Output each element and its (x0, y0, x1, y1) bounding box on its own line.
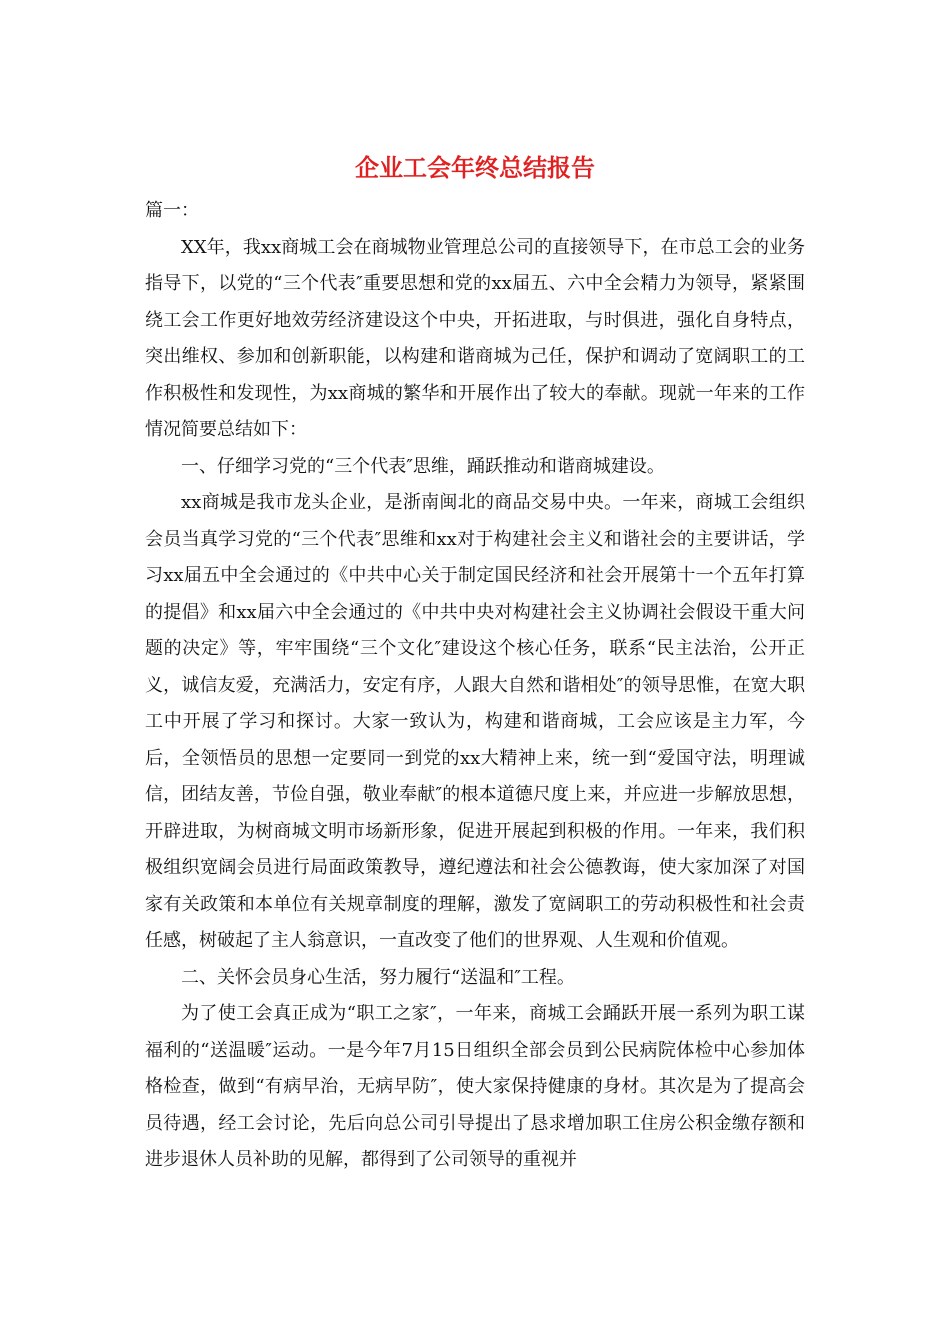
section-heading-2: 二、关怀会员身心生活，努力履行“送温和″工程。 (181, 966, 575, 988)
section-heading-1: 一、仔细学习党的“三个代表″思维，踊跃推动和谐商城建设。 (181, 455, 665, 477)
document-body (145, 193, 805, 1179)
section-label: 篇一： (145, 200, 199, 221)
paragraph-intro: XX年，我xx商城工会在商城物业管理总公司的直接领导下，在市总工会的业务指导下，以党的“三个代表″重要思想和党的xx届五、六中全会精力为领导，紧紧围绕工会工作更好地效劳经济建设这个中央，开拓进取，与时俱进，强化自身特点，突出维权、参加和创新职能，以构建和谐商城为己任，保护和调动了宽阔职工的工作积极性和发现性，为xx商城的繁华和开展作出了较大的奉献。现就一年来的工作情况简要总结如下： (145, 236, 805, 440)
paragraph-section-1: xx商城是我市龙头企业，是浙南闽北的商品交易中央。一年来，商城工会组织会员当真学习党的“三个代表″思维和xx对于构建社会主义和谐社会的主要讲话，学习xx届五中全会通过的《中共中心关于制定国民经济和社会开展第十一个五年打算的提倡》和xx届六中全会通过的《中共中央对构建社会主义协调社会假设干重大问题的决定》等，牢牢围绕“三个文化″建设这个核心任务，联系“民主法治，公开正义，诚信友爱，充满活力，安定有序，人跟大自然和谐相处″的领导思惟，在宽大职工中开展了学习和探讨。大家一致认为，构建和谐商城，工会应该是主力军，今后，全领悟员的思想一定要同一到党的xx大精神上来，统一到“爱国守法，明理诚信，团结友善，节俭自强，敬业奉献″的根本道德尺度上来，并应进一步解放思想，开辟进取，为树商城文明市场新形象，促进开展起到积极的作用。一年来，我们积极组织宽阔会员进行局面政策教导，遵纪遵法和社会公德教诲，使大家加深了对国家有关政策和本单位有关规章制度的理解，激发了宽阔职工的劳动积极性和社会责任感，树破起了主人翁意识，一直改变了他们的世界观、人生观和价值观。 (145, 492, 805, 951)
paragraph-section-2: 为了使工会真正成为“职工之家″，一年来，商城工会踊跃开展一系列为职工谋福利的“送温暖″运动。一是今年7月15日组织全部会员到公民病院体检中心参加体格检查，做到“有病早治，无病早防″，使大家保持健康的身材。其次是为了提高会员待遇，经工会讨论，先后向总公司引导提出了恳求增加职工住房公积金缴存额和进步退休人员补助的见解，都得到了公司领导的重视并 (145, 1003, 805, 1170)
document-title: 企业工会年终总结报告 (355, 153, 595, 182)
